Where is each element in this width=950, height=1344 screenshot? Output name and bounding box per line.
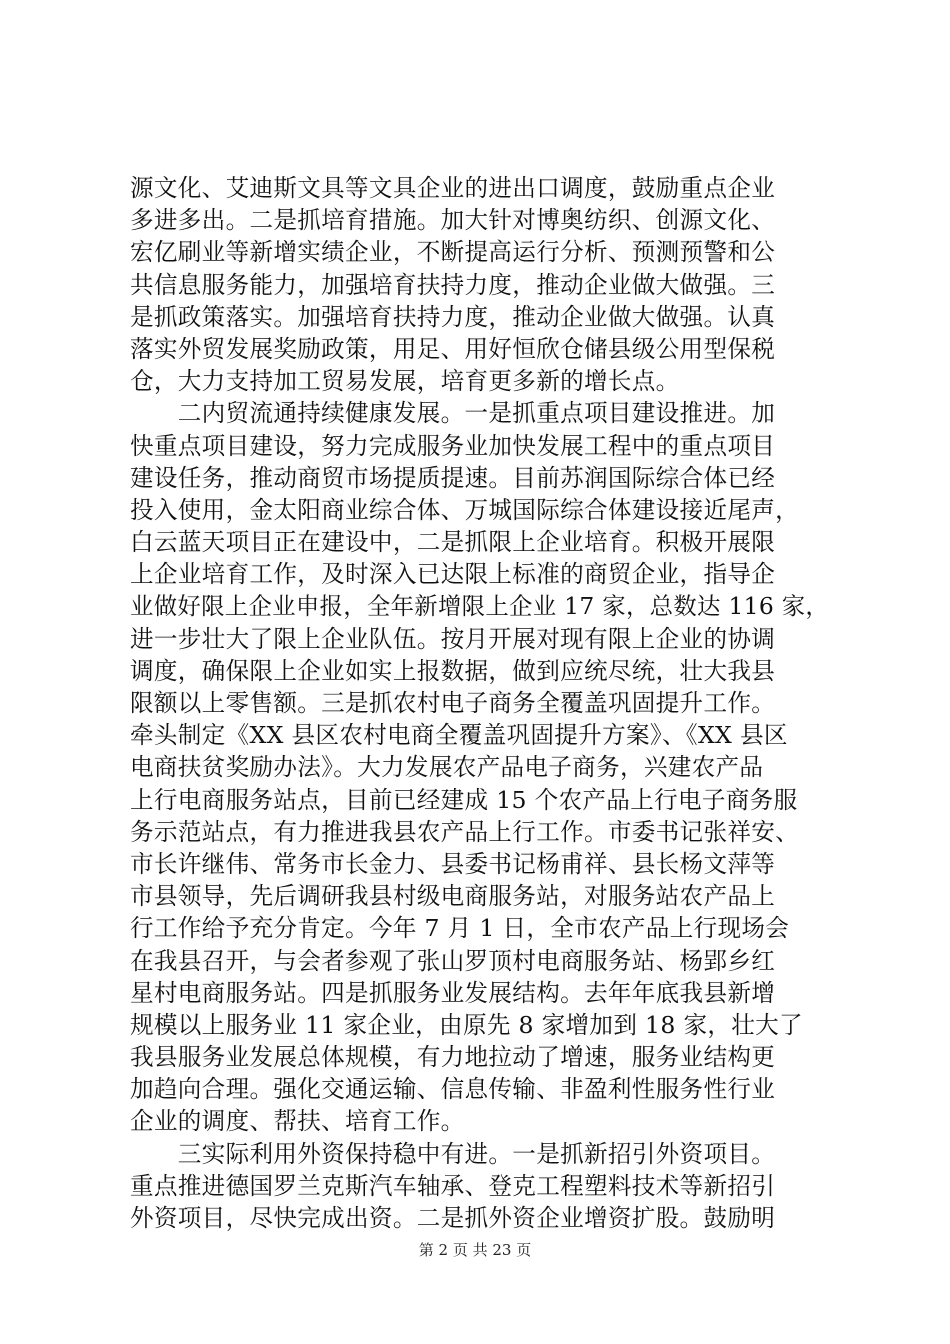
body-text-line: 在我县召开，与会者参观了张山罗顶村电商服务站、杨郢乡红 — [130, 946, 776, 975]
body-text-line: 快重点项目建设，努力完成服务业加快发展工程中的重点项目 — [130, 431, 776, 460]
body-text-line: 务示范站点，有力推进我县农产品上行工作。市委书记张祥安、 — [130, 817, 800, 846]
body-text-line: 市长许继伟、常务市长金力、县委书记杨甫祥、县长杨文萍等 — [130, 849, 776, 878]
page-footer — [0, 1240, 950, 1260]
body-text-line: 仓，大力支持加工贸易发展，培育更多新的增长点。 — [130, 367, 680, 396]
body-text-line: 星村电商服务站。四是抓服务业发展结构。去年年底我县新增 — [130, 978, 776, 1007]
body-text-line: 上企业培育工作，及时深入已达限上标准的商贸企业，指导企 — [130, 560, 776, 589]
body-text-line: 规模以上服务业 11 家企业，由原先 8 家增加到 18 家，壮大了 — [130, 1010, 803, 1039]
body-text-line: 多进多出。二是抓培育措施。加大针对博奥纺织、创源文化、 — [130, 206, 776, 235]
body-text-line: 源文化、艾迪斯文具等文具企业的进出口调度，鼓励重点企业 — [130, 174, 776, 202]
body-text-line: 落实外贸发展奖励政策，用足、用好恒欣仓储县级公用型保税 — [130, 334, 776, 363]
body-text-line: 加趋向合理。强化交通运输、信息传输、非盈利性服务性行业 — [130, 1075, 776, 1104]
body-text-line: 进一步壮大了限上企业队伍。按月开展对现有限上企业的协调 — [130, 624, 776, 653]
document-body — [130, 172, 830, 1234]
body-text-line: 牵头制定《XX 县区农村电商全覆盖巩固提升方案》、《XX 县区 — [130, 721, 788, 750]
body-text-line: 二内贸流通持续健康发展。一是抓重点项目建设推进。加 — [130, 399, 776, 428]
body-text-line: 市县领导，先后调研我县村级电商服务站，对服务站农产品上 — [130, 882, 776, 911]
body-text-line: 重点推进德国罗兰克斯汽车轴承、登克工程塑料技术等新招引 — [130, 1171, 776, 1200]
body-text-line: 白云蓝天项目正在建设中，二是抓限上企业培育。积极开展限 — [130, 528, 776, 557]
body-text-line: 外资项目，尽快完成出资。二是抓外资企业增资扩股。鼓励明 — [130, 1204, 776, 1232]
body-text-line: 是抓政策落实。加强培育扶持力度，推动企业做大做强。认真 — [130, 302, 776, 331]
body-text-line: 投入使用，金太阳商业综合体、万城国际综合体建设接近尾声， — [130, 495, 800, 524]
body-text-line: 企业的调度、帮扶、培育工作。 — [130, 1107, 465, 1136]
body-text-line: 限额以上零售额。三是抓农村电子商务全覆盖巩固提升工作。 — [130, 689, 776, 717]
body-text-line: 上行电商服务站点，目前已经建成 15 个农产品上行电子商务服 — [130, 785, 798, 814]
page-number-label: 第 2 页 共 23 页 — [418, 1241, 532, 1259]
body-text-line: 行工作给予充分肯定。今年 7 月 1 日，全市农产品上行现场会 — [130, 914, 790, 943]
body-text-line: 我县服务业发展总体规模，有力地拉动了增速，服务业结构更 — [130, 1043, 776, 1072]
body-text-line: 电商扶贫奖励办法》。大力发展农产品电子商务，兴建农产品 — [130, 753, 764, 782]
body-text-line: 共信息服务能力，加强培育扶持力度，推动企业做大做强。三 — [130, 270, 776, 299]
body-text-line: 建设任务，推动商贸市场提质提速。目前苏润国际综合体已经 — [130, 463, 776, 492]
body-text-line: 三实际利用外资保持稳中有进。一是抓新招引外资项目。 — [130, 1139, 776, 1168]
body-text-line: 宏亿刷业等新增实绩企业，不断提高运行分析、预测预警和公 — [130, 238, 776, 267]
body-text-line: 调度，确保限上企业如实上报数据，做到应统尽统，壮大我县 — [130, 656, 776, 685]
body-text-line: 业做好限上企业申报，全年新增限上企业 17 家，总数达 116 家， — [130, 592, 830, 621]
